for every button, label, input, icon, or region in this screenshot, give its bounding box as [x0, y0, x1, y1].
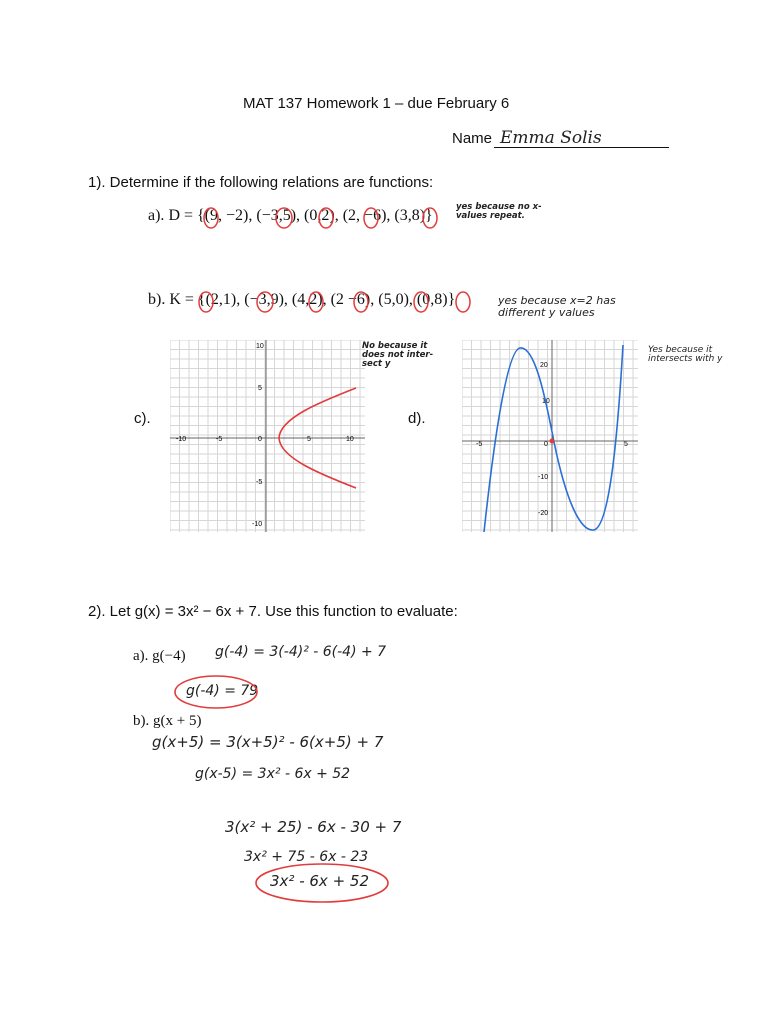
graph-c-tick-x-5: 5 — [307, 436, 311, 443]
graph-d-tick-y-20: 20 — [540, 362, 548, 369]
q1d-note: Yes because it intersects with y — [648, 345, 723, 365]
graph-c-tick-y-neg5: -5 — [256, 479, 263, 486]
q2a-work-line1: g(-4) = 3(-4)² - 6(-4) + 7 — [215, 644, 387, 660]
circle-b-5 — [414, 292, 428, 312]
q1a-expression: D = {(9, −2), (−3,5), (0,2), (2, −6), (3,8)} — [168, 207, 433, 224]
graph-c-tick-x-0: 0 — [258, 436, 262, 443]
graph-d — [462, 340, 638, 532]
circle-a-9 — [204, 208, 218, 228]
graph-c-tick-y-10: 10 — [256, 343, 264, 350]
circle-a-minus3 — [276, 208, 292, 228]
graph-d-tick-x-neg5: -5 — [476, 441, 483, 448]
circle-b-2a — [199, 292, 213, 312]
graph-d-grid — [462, 340, 638, 532]
q2b-work-line2: g(x-5) = 3x² - 6x + 52 — [195, 766, 351, 782]
graph-d-tick-y-10: 10 — [542, 398, 550, 405]
graph-d-tick-x-5: 5 — [624, 441, 628, 448]
q2a-answer-circle — [175, 676, 257, 708]
q1a-note: yes because no x-values repeat. — [456, 202, 542, 221]
q2a-answer: g(-4) = 79 — [186, 683, 259, 699]
graph-c-tick-y-neg10: -10 — [252, 521, 263, 528]
question-2-prompt: 2). Let g(x) = 3x² − 6x + 7. Use this function to evaluate: — [88, 603, 458, 620]
graph-d-tick-y-neg10: -10 — [538, 474, 549, 481]
graph-d-tick-x-0: 0 — [544, 441, 548, 448]
q1b-expression: K = {(2,1), (−3,9), (4,2), (2 −6), (5,0), (0,8)} — [169, 291, 456, 308]
graph-c — [170, 340, 365, 532]
student-name: Emma Solis — [500, 128, 602, 148]
circle-b-minus3 — [257, 292, 273, 312]
q1b-note-line1: yes because x=2 has — [498, 294, 616, 307]
q1c-note: No because it does not inter- sect y — [362, 341, 434, 369]
page-title: MAT 137 Homework 1 – due February 6 — [243, 95, 510, 112]
circle-a-3 — [423, 208, 437, 228]
graph-c-tick-x-neg10: -10 — [176, 436, 187, 443]
q1-annotation-circles — [0, 0, 768, 330]
q2b-work-line1: g(x+5) = 3(x+5)² - 6(x+5) + 7 — [152, 733, 384, 751]
q1d-label: d). — [408, 410, 426, 427]
graph-d-curve — [484, 345, 623, 532]
name-label: Name — [452, 130, 493, 147]
q1b-label: b). — [148, 291, 166, 308]
q2a-label: a). g(−4) — [133, 648, 186, 664]
circle-b-2b — [354, 292, 368, 312]
graph-c-tick-x-neg5: -5 — [216, 436, 223, 443]
circle-b-4 — [309, 292, 323, 312]
q1b-note-line2: different y values — [498, 305, 595, 319]
circle-a-0 — [319, 208, 333, 228]
q2b-label: b). g(x + 5) — [133, 713, 202, 729]
question-1-prompt: 1). Determine if the following relations are functions: — [88, 174, 434, 191]
graph-c-tick-y-5: 5 — [258, 385, 262, 392]
graph-d-tick-y-neg20: -20 — [538, 510, 549, 517]
q1a-label: a). — [148, 207, 165, 224]
q2b-answer-circle — [256, 864, 388, 902]
q1c-label: c). — [134, 410, 151, 427]
q2b-answer: 3x² - 6x + 52 — [270, 872, 369, 890]
graph-d-intercept-point — [550, 439, 555, 444]
circle-b-0 — [456, 292, 470, 312]
q2b-work-line4: 3x² + 75 - 6x - 23 — [244, 849, 369, 865]
graph-c-tick-x-10: 10 — [346, 436, 354, 443]
graph-c-grid — [170, 340, 365, 532]
q2b-work-line3: 3(x² + 25) - 6x - 30 + 7 — [225, 818, 402, 836]
q2-answer-circles — [0, 640, 768, 920]
circle-a-2 — [364, 208, 378, 228]
